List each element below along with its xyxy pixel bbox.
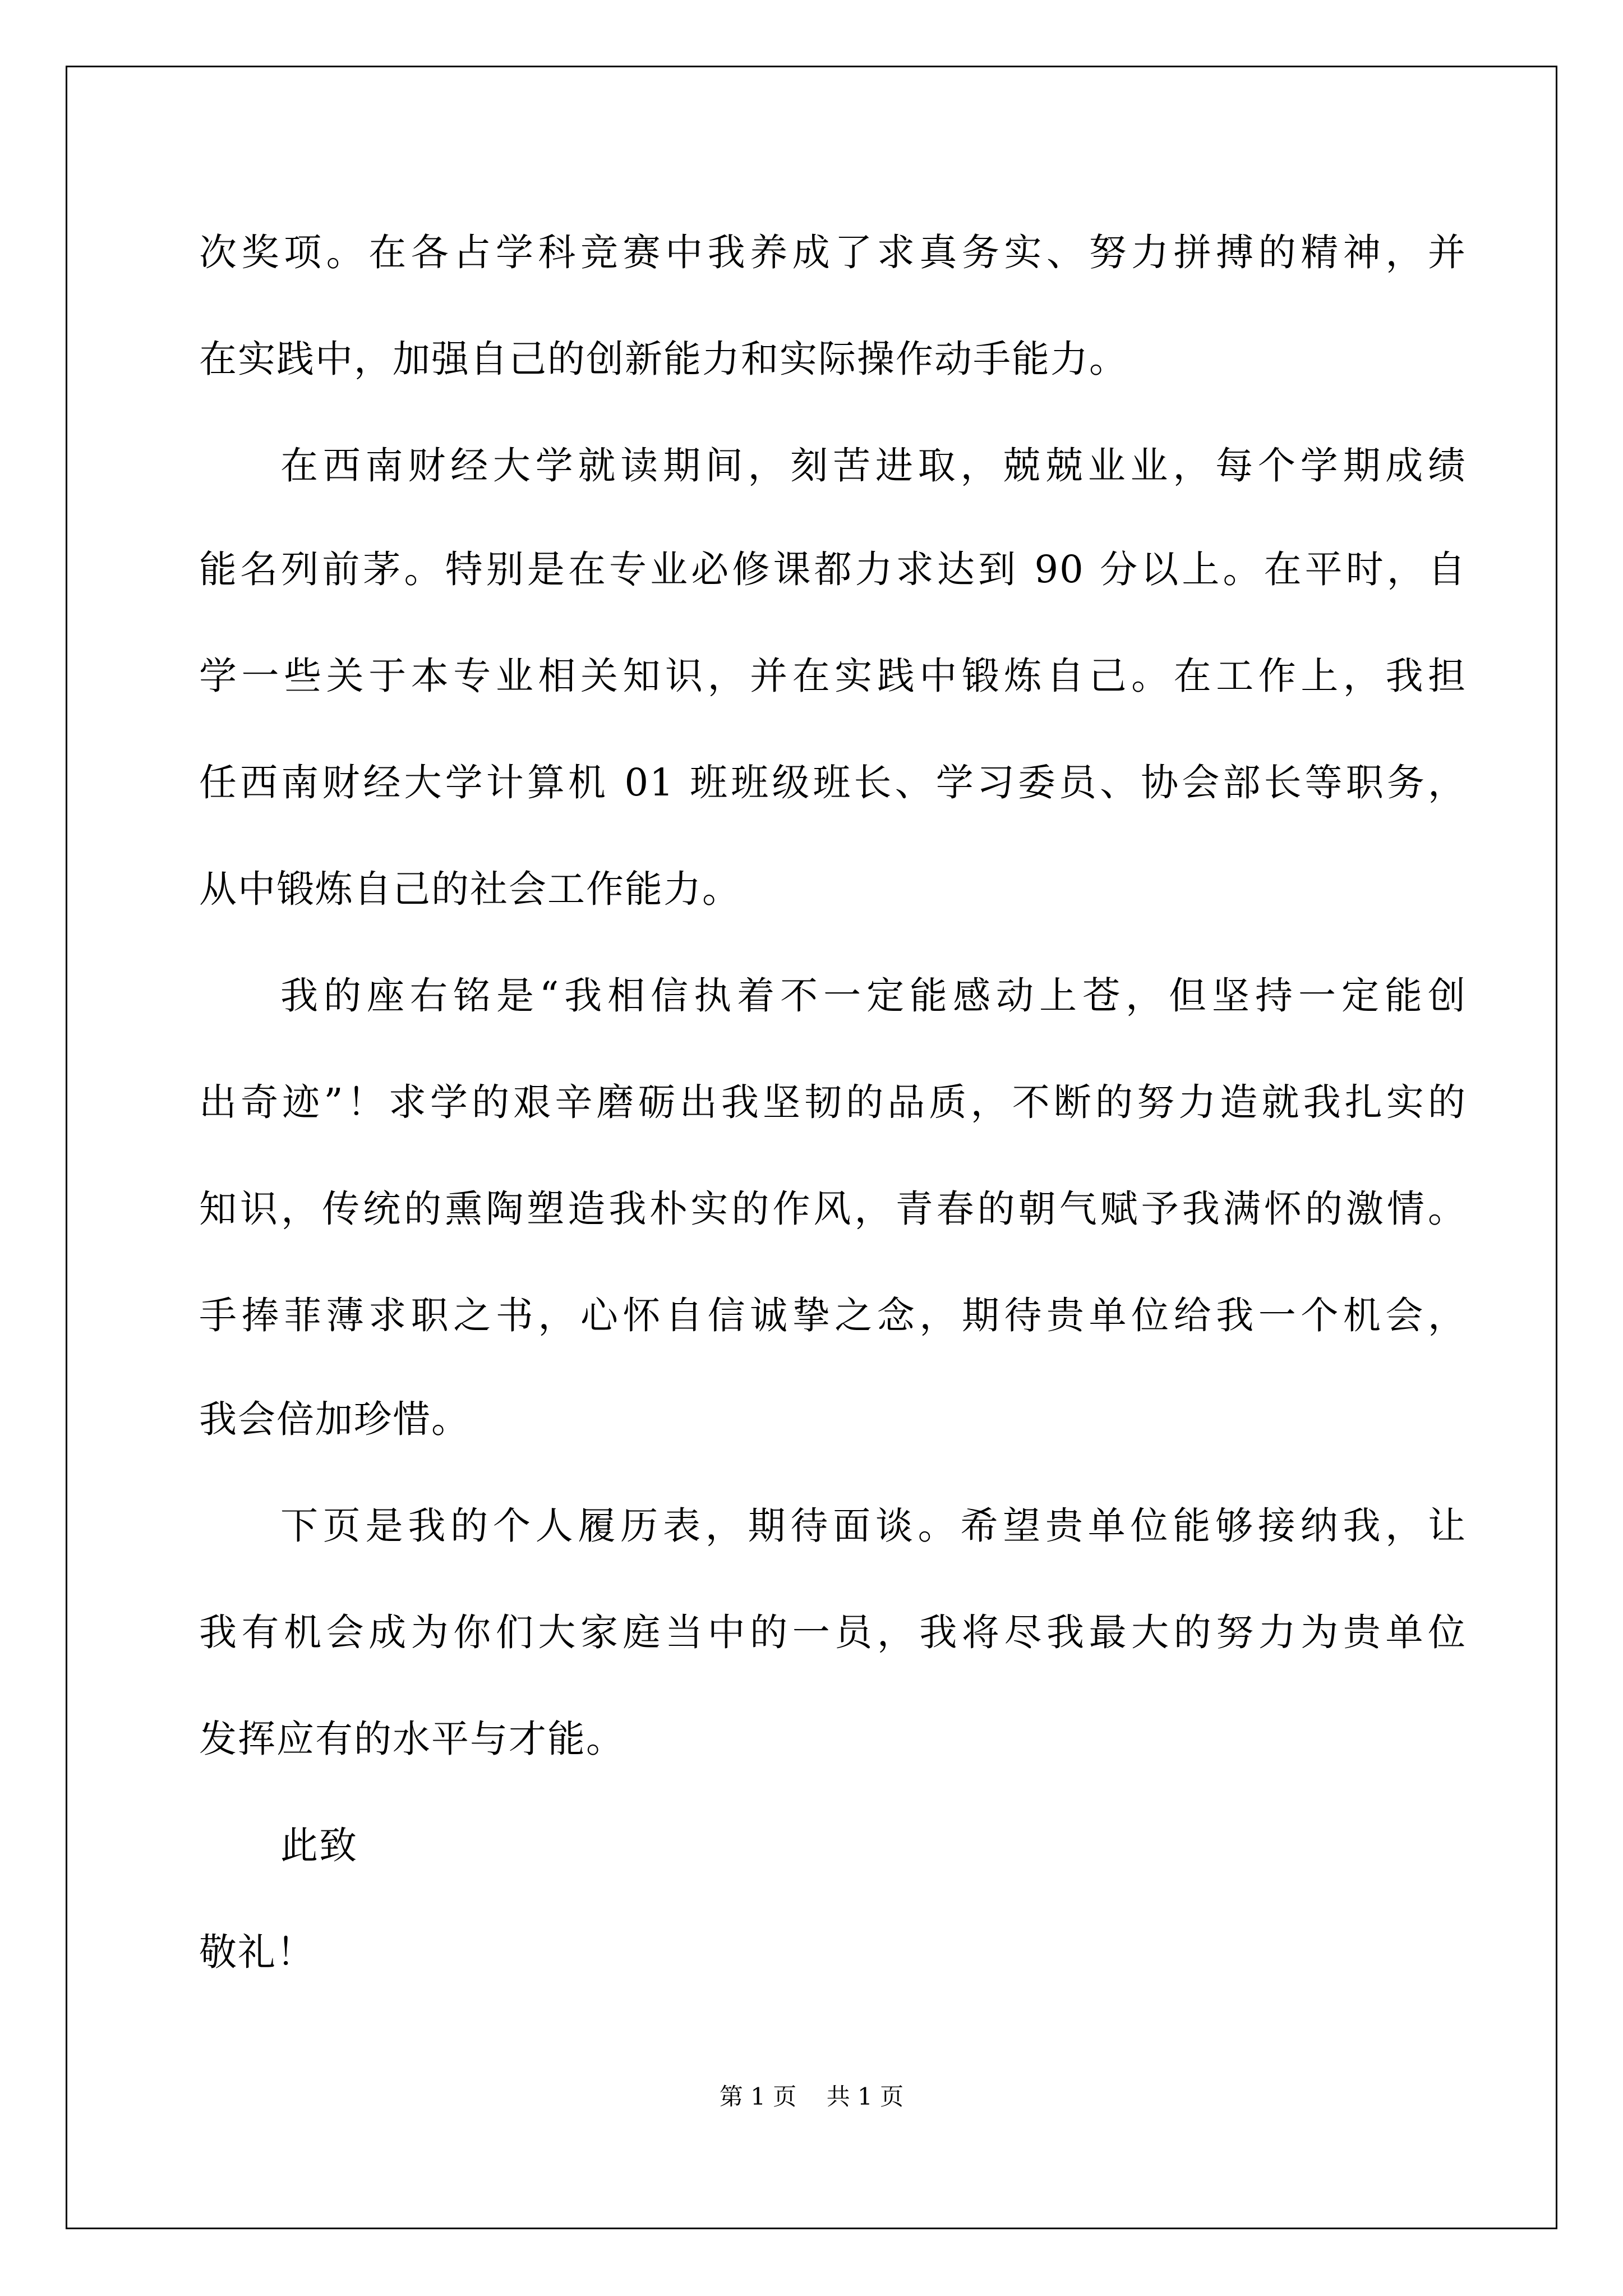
body-line-13: 下页是我的个人履历表，期待面谈。希望贵单位能够接纳我，让 — [280, 1504, 1467, 1548]
body-line-7: 从中锻炼自己的社会工作能力。 — [199, 867, 741, 911]
body-line-12: 我会倍加珍惜。 — [199, 1397, 470, 1441]
body-line-8: 我的座右铭是“我相信执着不一定能感动上苍，但坚持一定能创 — [280, 974, 1467, 1018]
body-line-2: 在实践中，加强自己的创新能力和实际操作动手能力。 — [199, 337, 1128, 381]
closing-salutation: 此致 — [280, 1824, 358, 1867]
closing-regards: 敬礼！ — [199, 1930, 315, 1974]
body-line-6: 任西南财经大学计算机 01 班班级班长、学习委员、协会部长等职务， — [199, 761, 1467, 804]
body-line-14: 我有机会成为你们大家庭当中的一员，我将尽我最大的努力为贵单位 — [199, 1611, 1467, 1654]
body-line-9: 出奇迹”！求学的艰辛磨砺出我坚韧的品质，不断的努力造就我扎实的 — [199, 1080, 1467, 1124]
body-line-1: 次奖项。在各占学科竞赛中我养成了求真务实、努力拼搏的精神，并 — [199, 231, 1467, 274]
page-border — [66, 66, 1557, 2229]
body-line-3: 在西南财经大学就读期间，刻苦进取，兢兢业业，每个学期成绩 — [280, 444, 1467, 487]
body-line-15: 发挥应有的水平与才能。 — [199, 1717, 625, 1761]
body-line-4: 能名列前茅。特别是在专业必修课都力求达到 90 分以上。在平时，自 — [199, 547, 1467, 591]
body-line-5: 学一些关于本专业相关知识，并在实践中锻炼自己。在工作上，我担 — [199, 654, 1467, 698]
body-line-10: 知识，传统的熏陶塑造我朴实的作风，青春的朝气赋予我满怀的激情。 — [199, 1187, 1467, 1231]
body-line-11: 手捧菲薄求职之书，心怀自信诚挚之念，期待贵单位给我一个机会， — [199, 1294, 1467, 1337]
page-footer: 第 1 页 共 1 页 — [719, 2083, 904, 2110]
